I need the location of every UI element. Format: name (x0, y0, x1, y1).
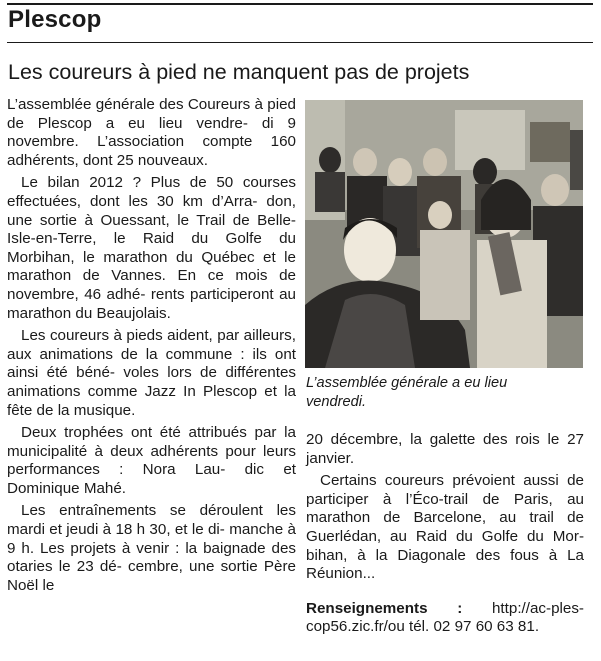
paragraph-assembly: L’assemblée générale des Coureurs à pied de Plescop a eu lieu vendre- di 9 novembre. L’association compte 160 adhérents, dont 25 nouveaux. (7, 96, 296, 169)
contact-url-start: http://ac-ples- (462, 599, 584, 617)
top-rule (7, 3, 593, 5)
section-rule (7, 42, 593, 43)
section-title: Plescop (8, 6, 102, 33)
contact-url-phone: cop56.zic.fr/ou tél. 02 97 60 63 81. (306, 618, 540, 636)
paragraph-contact (306, 600, 584, 637)
paragraph-plans: Certains coureurs prévoient aussi de participer à l’Éco-trail de Paris, au marathon de Barcelone, au trail de Guerlédan, au Raid du Golfe du Mor- bihan, à la Diagonale des fous à La Réunion... (306, 472, 584, 583)
contact-label: Renseignements : (306, 599, 463, 617)
photo-caption: L’assemblée générale a eu lieu vendredi. (306, 375, 508, 410)
paragraph-bilan: Le bilan 2012 ? Plus de 50 courses effectuées, dont les 30 km d’Arra- don, une sortie à Ouessant, le Trail de Belle-Isle-en-Terre, le Raid du Golfe du Morbihan, le marathon du Québec et le marathon de Vannes. En ce mois de novembre, 46 adhé- rents participeront au marathon du Beaujolais. (7, 174, 296, 322)
article-column-left (7, 96, 296, 595)
paragraph-training: Les entraînements se déroulent les mardi et jeudi à 18 h 30, et le di- manche à 9 h. Les projets à venir : la baignade des otaries le 23 dé- cembre, une sortie Père Noël le (7, 502, 296, 594)
paragraph-continued: 20 décembre, la galette des rois le 27 janvier. (306, 431, 584, 467)
article-column-right (306, 431, 584, 637)
article-photo (305, 100, 583, 368)
meeting-photo-illustration (305, 100, 583, 368)
paragraph-trophies: Deux trophées ont été attribués par la municipalité à deux adhérents pour leurs performances : Nora Lau- dic et Dominique Mahé. (7, 424, 296, 497)
article-headline: Les coureurs à pied ne manquent pas de projets (8, 60, 470, 84)
paragraph-animations: Les coureurs à pieds aident, par ailleurs, aux animations de la commune : ils ont ainsi été béné- voles lors de différentes animations comme Jazz In Plescop et la fête de la musique. (7, 327, 296, 419)
